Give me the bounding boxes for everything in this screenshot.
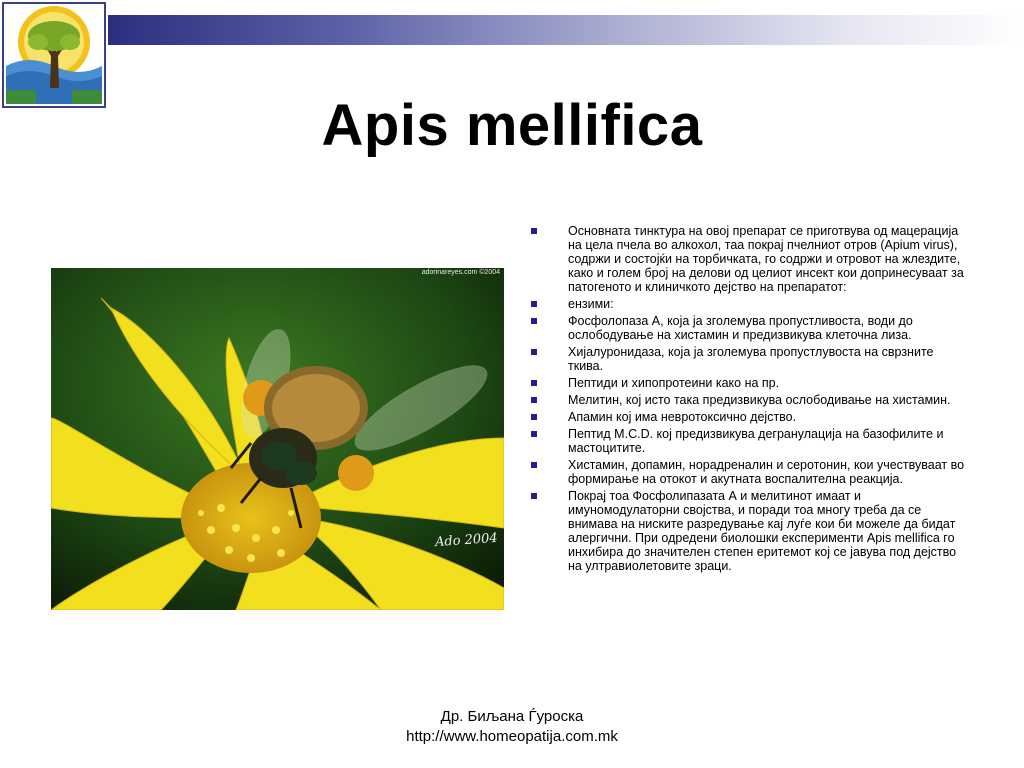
list-item: Основната тинктура на овој препарат се приготвува од мацерација на цела пчела во алкохол, таа покрај пчелниот отров (Apium virus), содржи и состојќи на торбичката, го содржи и отровот на жлездите, како и голем број на делови од целиот инсект кои допринесуваат за патогеното и клиничкото дејство на препаратот: — [530, 224, 970, 294]
list-item: Мелитин, кој исто така предизвикува ослободивање на хистамин. — [530, 393, 970, 407]
bullet-icon — [531, 397, 537, 403]
list-item: Хијалуронидаза, која ја зголемува пропустлувоста на сврзните ткива. — [530, 345, 970, 373]
bullet-icon — [531, 414, 537, 420]
list-item: Апамин кој има невротоксично дејство. — [530, 410, 970, 424]
list-item: Пептиди и хипопротеини како на пр. — [530, 376, 970, 390]
bullet-icon — [531, 318, 537, 324]
photo-signature: Ado 2004 — [434, 530, 499, 551]
slide-title: Apis mellifica — [321, 93, 703, 158]
bullet-icon — [531, 493, 537, 499]
list-item: Покрај тоа Фосфолипазата А и мелитинот имаат и имуномодулаторни својства, и поради тоа многу треба да се внимава на ниските разредување кај луѓе кои би можеле да бидат алергични. При одредени биолошки експерименти Apis mellifica го инхибира до значителен степен еритемот кој се јавува под дејство на ултравиолетовите зраци. — [530, 489, 970, 573]
list-item: Пептид M.C.D. кој предизвикува дегранулација на базофилите и мастоцитите. — [530, 427, 970, 455]
list-item: Хистамин, допамин, норадреналин и серотонин, кои учествуваат во формирање на отокот и акутната воспалителна реакција. — [530, 458, 970, 486]
bullet-icon — [531, 228, 537, 234]
list-item: ензими: — [530, 297, 970, 311]
header-gradient-bar — [108, 15, 1024, 45]
tree-logo-icon — [4, 4, 104, 106]
footer-author: Др. Биљана Ѓуроска — [440, 708, 584, 725]
bullet-icon — [531, 301, 537, 307]
bullet-icon — [531, 380, 537, 386]
bee-flower-illustration — [51, 268, 504, 610]
footer-url[interactable]: http://www.homeopatija.com.mk — [406, 728, 618, 745]
bullet-icon — [531, 462, 537, 468]
bee-on-flower-photo — [51, 268, 504, 610]
list-item: Фосфолопаза А, која ја зголемува пропустливоста, води до ослободување на хистамин и предизвикува клеточна лиза. — [530, 314, 970, 342]
photo-credit: adorinareyes.com ©2004 — [421, 269, 500, 276]
footer — [0, 707, 1024, 747]
bullet-icon — [531, 349, 537, 355]
bullet-icon — [531, 431, 537, 437]
bullet-list — [530, 224, 970, 576]
